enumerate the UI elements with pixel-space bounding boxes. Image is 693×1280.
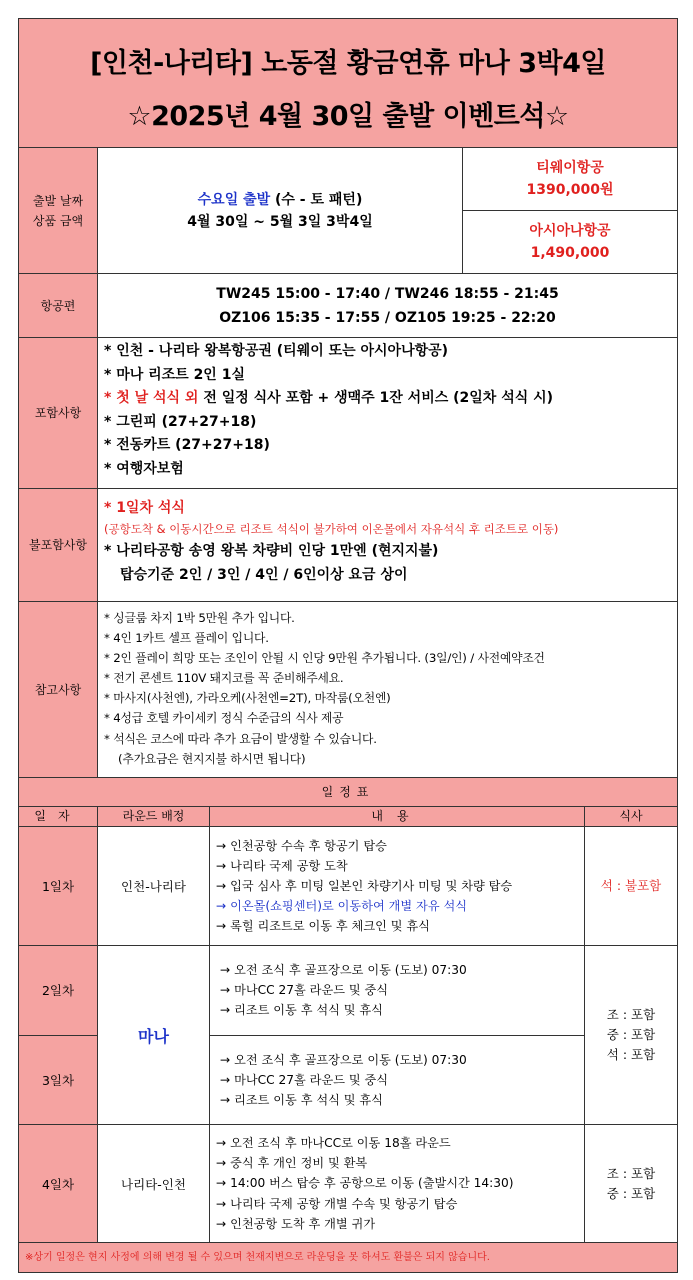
note-item: * 전기 콘센트 110V 돼지코를 꼭 준비해주세요. xyxy=(104,671,344,686)
itinerary-line: → 나리타 국제 공항 개별 수속 및 항공기 탑승 xyxy=(216,1196,458,1211)
meal-info xyxy=(585,1125,677,1242)
note-item: * 석식은 코스에 따라 추가 요금이 발생할 수 있습니다. xyxy=(104,731,377,746)
itinerary-line: → 오전 조식 후 골프장으로 이동 (도보) 07:30 xyxy=(220,963,467,978)
day-label: 1일차 xyxy=(19,827,98,945)
schedule-day-1 xyxy=(19,827,677,946)
departure-label-price: 상품 금액 xyxy=(32,213,84,228)
day-label: 2일차 xyxy=(41,983,75,999)
included-item: * 첫 날 석식 외 전 일정 식사 포함 + 생맥주 1잔 서비스 (2일차 석식 시) xyxy=(104,390,554,407)
excluded-row xyxy=(19,489,677,602)
excluded-content xyxy=(98,489,677,601)
included-highlight: 첫 날 석식 외 xyxy=(116,390,199,407)
departure-label-date: 출발 날짜 xyxy=(32,193,84,208)
itinerary-sheet xyxy=(18,18,678,1273)
itinerary-line: → 14:00 버스 탑승 후 공항으로 이동 (출발시간 14:30) xyxy=(216,1176,514,1191)
departure-range: 4월 30일 ~ 5월 3일 3박4일 xyxy=(187,213,373,230)
itinerary-line: → 이온몰(쇼핑센터)로 이동하여 개별 자유 석식 xyxy=(216,899,468,914)
day-contents xyxy=(210,946,585,1124)
note-item: * 싱글룸 차지 1박 5만원 추가 입니다. xyxy=(104,611,295,625)
excluded-note: (공항도착 & 이동시간으로 리조트 석식이 불가하여 이온몰에서 자유석식 후 리조트로 이동) xyxy=(104,522,559,536)
price-value: 1390,000원 xyxy=(526,182,614,198)
notes-content xyxy=(98,602,677,777)
departure-label xyxy=(19,148,98,273)
day-content xyxy=(210,827,585,945)
itinerary-line: → 인천공항 도착 후 개별 귀가 xyxy=(216,1216,376,1231)
round-assignment: 나리타-인천 xyxy=(98,1125,210,1242)
excluded-item: * 나리타공항 송영 왕복 차량비 인당 1만엔 (현지지불) xyxy=(104,543,439,559)
title-line-2: ☆2025년 4월 30일 출발 이벤트석☆ xyxy=(127,101,569,132)
header-round: 라운드 배정 xyxy=(98,807,210,826)
itinerary-line: → 인천공항 수속 후 항공기 탑승 xyxy=(216,838,387,853)
title-line-1: [인천-나리타] 노동절 황금연휴 마나 3박4일 xyxy=(90,48,606,79)
note-item: * 4성급 호텔 카이세키 정식 수준급의 식사 제공 xyxy=(104,711,344,726)
note-item: * 마사지(사천엔), 가라오케(사천엔=2T), 마작룸(오천엔) xyxy=(104,691,391,706)
header-content: 내용 xyxy=(210,807,585,826)
flights-label: 항공편 xyxy=(19,274,98,337)
price-tway xyxy=(463,148,677,210)
meal-line: 중 : 포함 xyxy=(606,1027,656,1042)
meal-line: 조 : 포함 xyxy=(606,1007,656,1022)
price-column xyxy=(463,148,677,273)
note-item: (추가요금은 현지지불 하시면 됩니다) xyxy=(118,751,306,766)
excluded-item-detail: 탑승기준 2인 / 3인 / 4인 / 6인이상 요금 상이 xyxy=(120,567,408,583)
header-meal: 식사 xyxy=(619,809,643,823)
flight-line-2: OZ106 15:35 - 17:55 / OZ105 19:25 - 22:20 xyxy=(219,309,556,326)
included-item: * 그린피 (27+27+18) xyxy=(104,413,257,430)
departure-pattern: (수 - 토 패턴) xyxy=(270,191,363,208)
schedule-title: 일정표 xyxy=(19,778,677,807)
header-day: 일자 xyxy=(19,807,98,826)
round-assignment: 마나 xyxy=(98,946,210,1124)
footer-disclaimer: ※상기 일정은 현지 사정에 의해 변경 될 수 있으며 천재지변으로 라운딩을 못 하셔도 환불은 되지 않습니다. xyxy=(19,1243,677,1272)
price-value: 1,490,000 xyxy=(530,245,610,261)
itinerary-line: → 오전 조식 후 마나CC로 이동 18홀 라운드 xyxy=(216,1136,451,1151)
header xyxy=(19,19,677,148)
day-content xyxy=(210,946,584,1035)
excluded-item: * 1일차 석식 xyxy=(104,500,185,516)
flights-content xyxy=(98,274,677,337)
meal-line: 석 : 포함 xyxy=(606,1047,656,1062)
itinerary-line: → 록힐 리조트로 이동 후 체크인 및 휴식 xyxy=(216,919,430,934)
included-item: * 인천 - 나리타 왕복항공권 (티웨이 또는 아시아나항공) xyxy=(104,343,449,359)
itinerary-line: → 리조트 이동 후 석식 및 휴식 xyxy=(220,1092,383,1107)
flights-row xyxy=(19,274,677,338)
airline-name: 아시아나항공 xyxy=(529,223,611,239)
round-assignment: 인천-나리타 xyxy=(98,827,210,945)
departure-row xyxy=(19,148,677,274)
included-item: * 전동카트 (27+27+18) xyxy=(104,437,270,454)
itinerary-line: → 오전 조식 후 골프장으로 이동 (도보) 07:30 xyxy=(220,1052,467,1067)
notes-row xyxy=(19,602,677,778)
flight-line-1: TW245 15:00 - 17:40 / TW246 18:55 - 21:45 xyxy=(216,285,559,302)
schedule-day-4 xyxy=(19,1125,677,1243)
note-item: * 4인 1카트 셀프 플레이 입니다. xyxy=(104,631,269,646)
day-label: 3일차 xyxy=(19,1035,97,1125)
notes-label: 참고사항 xyxy=(19,602,98,777)
meal-info: 석 : 불포함 xyxy=(600,878,662,893)
day-label: 4일차 xyxy=(19,1125,98,1242)
schedule-day-2-3 xyxy=(19,946,677,1125)
note-item: * 2인 플레이 희망 또는 조인이 안될 시 인당 9만원 추가됩니다. (3일/인) / 사전예약조건 xyxy=(104,651,545,666)
day-content xyxy=(210,1125,585,1242)
included-content xyxy=(98,338,677,488)
excluded-label: 불포함사항 xyxy=(19,489,98,601)
included-row xyxy=(19,338,677,489)
price-asiana xyxy=(463,210,677,273)
meal-line: 조 : 포함 xyxy=(606,1165,656,1181)
itinerary-line: → 나리타 국제 공항 도착 xyxy=(216,858,348,873)
itinerary-line: → 리조트 이동 후 석식 및 휴식 xyxy=(220,1003,383,1018)
airline-name: 티웨이항공 xyxy=(536,160,604,176)
departure-dates xyxy=(98,148,463,273)
itinerary-line: → 중식 후 개인 정비 및 환복 xyxy=(216,1156,368,1171)
itinerary-line: → 마나CC 27홀 라운드 및 중식 xyxy=(220,983,389,998)
schedule-header xyxy=(19,807,677,827)
meal-line: 중 : 포함 xyxy=(606,1185,656,1201)
meal-info xyxy=(585,946,677,1124)
included-label: 포함사항 xyxy=(19,338,98,488)
day-content xyxy=(210,1035,584,1125)
itinerary-line: → 마나CC 27홀 라운드 및 중식 xyxy=(220,1072,389,1087)
itinerary-line: → 입국 심사 후 미팅 일본인 차량기사 미팅 및 차량 탑승 xyxy=(216,878,513,893)
included-item: * 여행자보험 xyxy=(104,460,184,477)
departure-day: 수요일 출발 xyxy=(197,191,271,208)
included-item: * 마나 리조트 2인 1실 xyxy=(104,366,245,383)
day-labels xyxy=(19,946,98,1124)
